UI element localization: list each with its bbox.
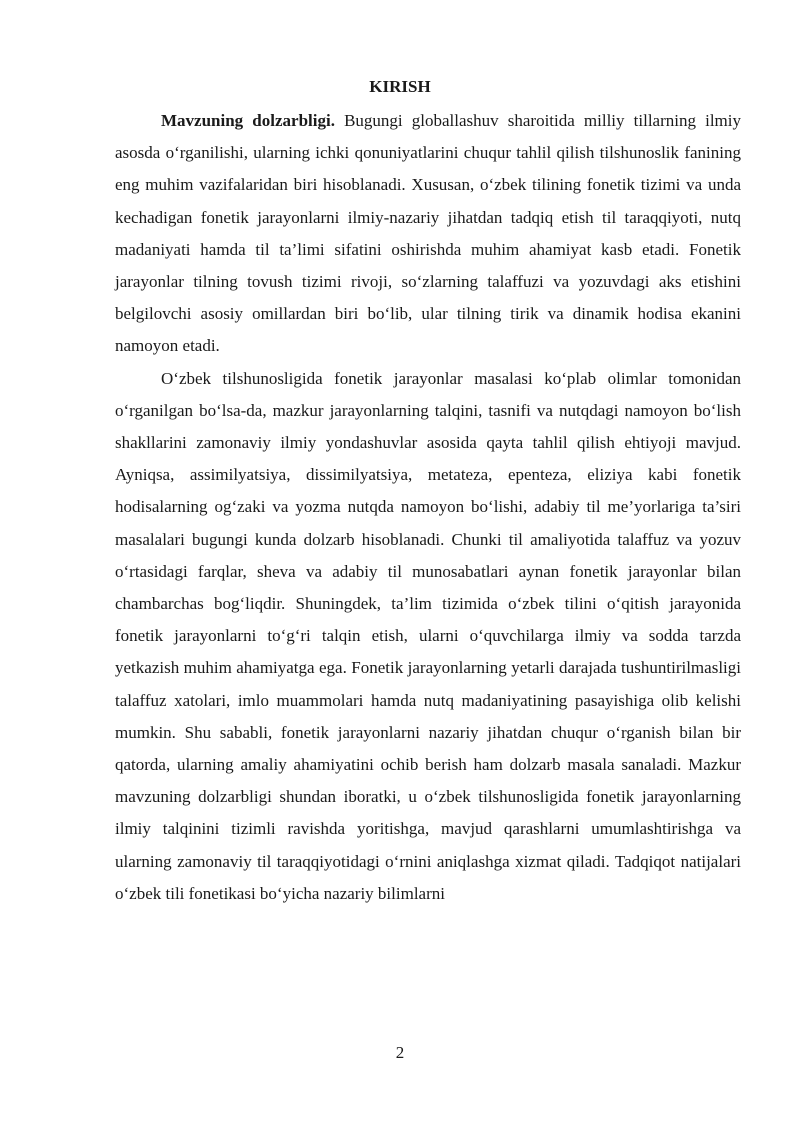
body-text [115, 105, 741, 910]
section-title: KIRISH [369, 77, 431, 96]
paragraph-lead: Mavzuning dolzarbligi. [161, 111, 335, 130]
paragraph-text: Bugungi globallashuv sharoitida milliy tillarning ilmiy asosda o‘rganilishi, ularning ichki qonuniyatlarini chuqur tahlil qilish tilshunoslik fanining eng muhim vazifalaridan biri hisoblanadi. Xususan, o‘zbek tilining fonetik tizimi va unda kechadigan fonetik jarayonlarni ilmiy-nazariy jihatdan tadqiq etish til taraqqiyoti, nutq madaniyati hamda til ta’limi sifatini oshirishda muhim ahamiyat kasb etadi. Fonetik jarayonlar tilning tovush tizimi rivoji, so‘zlarning talaffuzi va yozuvdagi aks etishini belgilovchi asosiy omillardan biri bo‘lib, ular tilning tirik va dinamik hodisa ekanini namoyon etadi. [115, 111, 741, 356]
paragraph-text: O‘zbek tilshunosligida fonetik jarayonlar masalasi ko‘plab olimlar tomonidan o‘rganilgan bo‘lsa-da, mazkur jarayonlarning talqini, tasnifi va nutqdagi namoyon bo‘lish shakllarini zamonaviy ilmiy yondashuvlar asosida qayta tahlil qilish ehtiyoji mavjud. Ayniqsa, assimilyatsiya, dissimilyatsiya, metateza, epenteza, eliziya kabi fonetik hodisalarning og‘zaki va yozma nutqda namoyon bo‘lishi, adabiy til me’yorlariga ta’siri masalalari bugungi kunda dolzarb hisoblanadi. Chunki til amaliyotida talaffuz va yozuv o‘rtasidagi farqlar, sheva va adabiy til munosabatlari aynan fonetik jarayonlar bilan chambarchas bog‘liqdir. Shuningdek, ta’lim tizimida o‘zbek tilini o‘qitish jarayonida fonetik jarayonlarni to‘g‘ri talqin etish, ularni o‘quvchilarga ilmiy va sodda tarzda yetkazish muhim ahamiyatga ega. Fonetik jarayonlarning yetarli darajada tushuntirilmasligi talaffuz xatolari, imlo muammolari hamda nutq madaniyatining pasayishiga olib kelishi mumkin. Shu sababli, fonetik jarayonlarni nazariy jihatdan chuqur o‘rganish bilan bir qatorda, ularning amaliy ahamiyatini ochib berish ham dolzarb masala sanaladi. Mazkur mavzuning dolzarbligi shundan iboratki, u o‘zbek tilshunosligida fonetik jarayonlarning ilmiy talqinini tizimli ravishda yoritishga, mavjud qarashlarni umumlashtirishga va ularning zamonaviy til taraqqiyotidagi o‘rnini aniqlashga xizmat qiladi. Tadqiqot natijalari o‘zbek tili fonetikasi bo‘yicha nazariy bilimlarni [115, 368, 741, 903]
paragraph-relevance [115, 105, 741, 363]
paragraph-context [115, 363, 741, 910]
page-number: 2 [395, 1043, 405, 1062]
